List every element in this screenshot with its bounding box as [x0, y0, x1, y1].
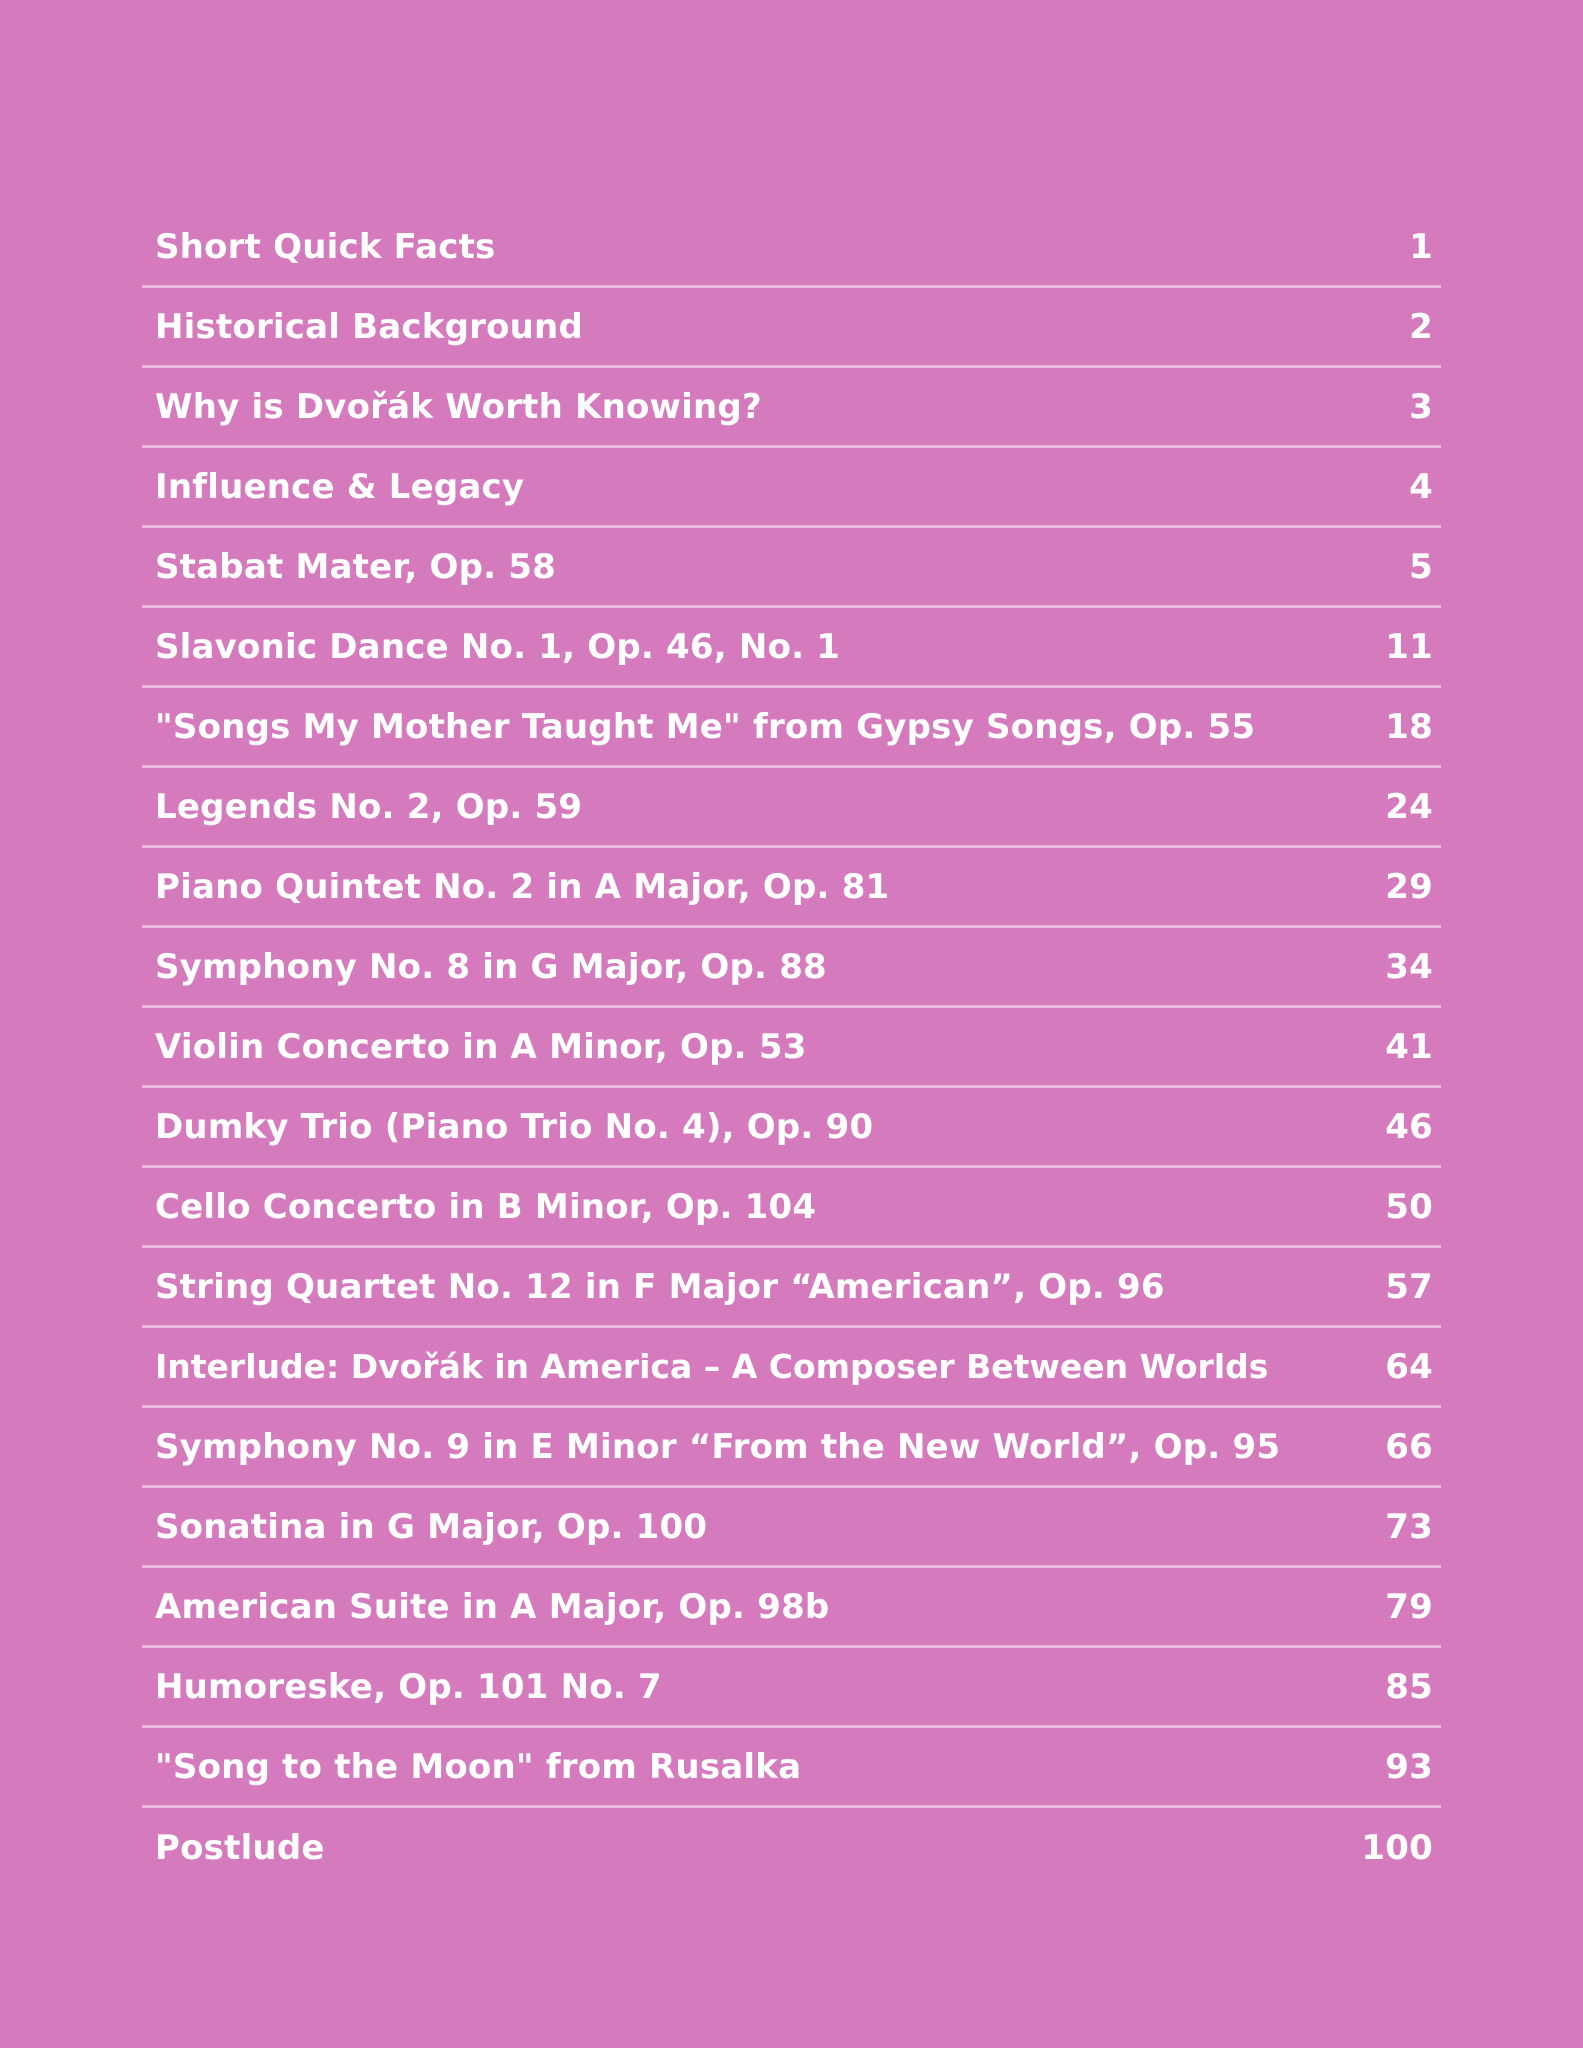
toc-entry-legends[interactable] — [142, 768, 1441, 848]
toc-entry-page: 50 — [1385, 1186, 1433, 1227]
toc-entry-piano-quintet[interactable] — [142, 848, 1441, 928]
toc-entry-title: Influence & Legacy — [155, 466, 525, 507]
toc-entry-stabat-mater[interactable] — [142, 528, 1441, 608]
toc-entry-symphony-8[interactable] — [142, 928, 1441, 1008]
toc-entry-page: 79 — [1385, 1586, 1433, 1627]
toc-entry-page: 57 — [1385, 1266, 1433, 1307]
toc-entry-title: Why is Dvořák Worth Knowing? — [155, 386, 762, 427]
toc-entry-page: 2 — [1409, 306, 1433, 347]
toc-entry-title: Legends No. 2, Op. 59 — [155, 786, 583, 827]
toc-entry-title: Piano Quintet No. 2 in A Major, Op. 81 — [155, 866, 890, 907]
toc-entry-title: String Quartet No. 12 in F Major “American”, Op. 96 — [155, 1266, 1165, 1307]
toc-entry-humoreske[interactable] — [142, 1648, 1441, 1728]
toc-entry-page: 24 — [1385, 786, 1433, 827]
toc-entry-title: "Songs My Mother Taught Me" from Gypsy Songs, Op. 55 — [155, 706, 1256, 747]
toc-entry-title: Postlude — [155, 1828, 325, 1868]
toc-entry-page: 73 — [1385, 1506, 1433, 1547]
toc-entry-song-to-the-moon[interactable] — [142, 1728, 1441, 1808]
toc-entry-string-quartet-12[interactable] — [142, 1248, 1441, 1328]
toc-entry-title: Violin Concerto in A Minor, Op. 53 — [155, 1026, 807, 1067]
toc-entry-page: 5 — [1409, 546, 1433, 587]
toc-entry-page: 66 — [1385, 1426, 1433, 1467]
toc-entry-page: 93 — [1385, 1746, 1433, 1787]
toc-entry-page: 1 — [1409, 226, 1433, 267]
toc-entry-title: Stabat Mater, Op. 58 — [155, 546, 556, 587]
toc-entry-short-quick-facts[interactable] — [142, 208, 1441, 288]
table-of-contents — [142, 208, 1441, 1888]
toc-entry-title: "Song to the Moon" from Rusalka — [155, 1746, 802, 1787]
toc-entry-slavonic-dance[interactable] — [142, 608, 1441, 688]
toc-entry-songs-my-mother[interactable] — [142, 688, 1441, 768]
toc-entry-influence-legacy[interactable] — [142, 448, 1441, 528]
toc-entry-title: Interlude: Dvořák in America – A Composer Between Worlds — [155, 1347, 1269, 1386]
toc-entry-page: 41 — [1385, 1026, 1433, 1067]
toc-entry-why-dvorak[interactable] — [142, 368, 1441, 448]
toc-entry-title: Dumky Trio (Piano Trio No. 4), Op. 90 — [155, 1106, 874, 1147]
toc-entry-interlude[interactable] — [142, 1328, 1441, 1408]
toc-entry-symphony-9[interactable] — [142, 1408, 1441, 1488]
toc-entry-page: 100 — [1361, 1828, 1433, 1868]
toc-entry-postlude[interactable] — [142, 1808, 1441, 1888]
toc-entry-page: 85 — [1385, 1666, 1433, 1707]
toc-entry-page: 34 — [1385, 946, 1433, 987]
toc-entry-title: Symphony No. 9 in E Minor “From the New World”, Op. 95 — [155, 1426, 1281, 1467]
toc-entry-sonatina[interactable] — [142, 1488, 1441, 1568]
toc-entry-page: 3 — [1409, 386, 1433, 427]
toc-entry-page: 29 — [1385, 866, 1433, 907]
toc-entry-historical-background[interactable] — [142, 288, 1441, 368]
toc-entry-page: 64 — [1385, 1346, 1433, 1387]
toc-entry-title: Historical Background — [155, 306, 584, 347]
toc-entry-page: 11 — [1385, 626, 1433, 667]
toc-entry-title: Humoreske, Op. 101 No. 7 — [155, 1666, 662, 1707]
toc-entry-american-suite[interactable] — [142, 1568, 1441, 1648]
toc-entry-page: 4 — [1409, 466, 1433, 507]
toc-entry-title: Short Quick Facts — [155, 226, 496, 267]
toc-entry-title: Symphony No. 8 in G Major, Op. 88 — [155, 946, 827, 987]
toc-entry-violin-concerto[interactable] — [142, 1008, 1441, 1088]
toc-entry-title: Cello Concerto in B Minor, Op. 104 — [155, 1186, 817, 1227]
toc-entry-cello-concerto[interactable] — [142, 1168, 1441, 1248]
toc-entry-title: Slavonic Dance No. 1, Op. 46, No. 1 — [155, 626, 841, 667]
toc-entry-page: 18 — [1385, 706, 1433, 747]
toc-entry-page: 46 — [1385, 1106, 1433, 1147]
toc-entry-dumky-trio[interactable] — [142, 1088, 1441, 1168]
toc-entry-title: American Suite in A Major, Op. 98b — [155, 1586, 830, 1627]
toc-entry-title: Sonatina in G Major, Op. 100 — [155, 1506, 708, 1547]
